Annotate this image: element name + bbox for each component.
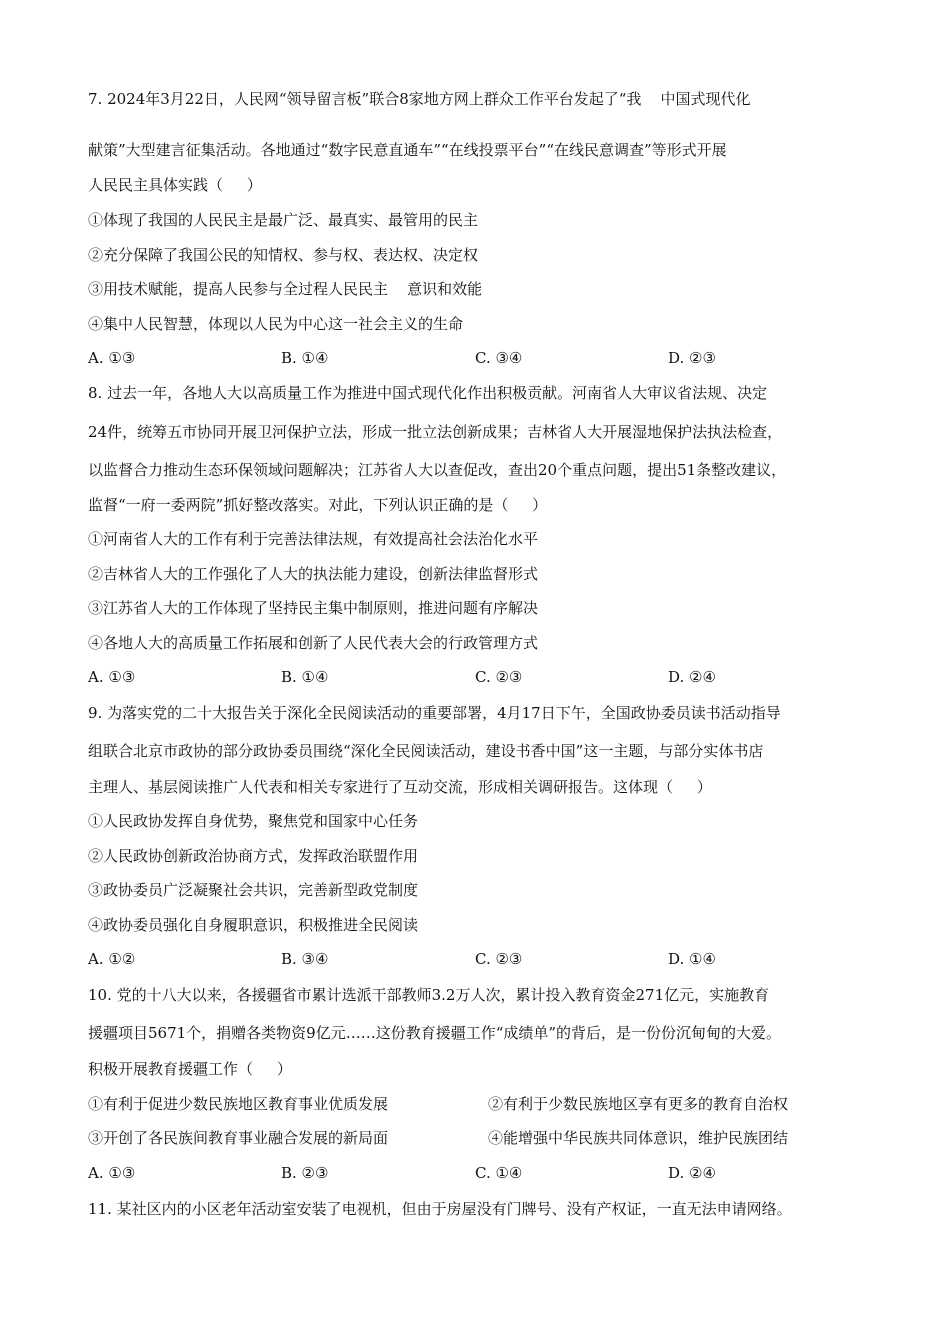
q9-option-a[interactable]: A. ①② bbox=[88, 950, 136, 968]
q9-item-4: ④政协委员强化自身履职意识，积极推进全民阅读 bbox=[88, 916, 419, 934]
q7-item-4: ④集中人民智慧，体现以人民为中心这一社会主义的生命 bbox=[88, 315, 464, 333]
q10-item-4: ④能增强中华民族共同体意识，维护民族团结 bbox=[488, 1129, 789, 1147]
q10-stem-line-1: 10. 党的十八大以来，各援疆省市累计选派干部教师3.2万人次，累计投入教育资金271亿元，实施教育 bbox=[88, 986, 770, 1004]
q7-stem-line-2: 献策”大型建言征集活动。各地通过“数字民意直通车”“在线投票平台”“在线民意调查”等形式开展 bbox=[88, 141, 727, 159]
q8-stem-line-4: 监督“一府一委两院”抓好整改落实。对此，下列认识正确的是（ ） bbox=[88, 496, 548, 514]
q8-option-a[interactable]: A. ①③ bbox=[88, 668, 136, 686]
q9-option-b[interactable]: B. ③④ bbox=[281, 950, 329, 968]
q9-stem-line-1: 9. 为落实党的二十大报告关于深化全民阅读活动的重要部署，4月17日下午，全国政协委员读书活动指导 bbox=[88, 704, 781, 722]
q8-option-d[interactable]: D. ②④ bbox=[668, 668, 716, 686]
q8-item-2: ②吉林省人大的工作强化了人大的执法能力建设，创新法律监督形式 bbox=[88, 565, 539, 583]
q9-item-2: ②人民政协创新政治协商方式，发挥政治联盟作用 bbox=[88, 847, 419, 865]
q10-item-3: ③开创了各民族间教育事业融合发展的新局面 bbox=[88, 1129, 389, 1147]
q8-option-c[interactable]: C. ②③ bbox=[475, 668, 523, 686]
q7-item-2: ②充分保障了我国公民的知情权、参与权、表达权、决定权 bbox=[88, 246, 479, 264]
q7-option-c[interactable]: C. ③④ bbox=[475, 349, 523, 367]
q8-stem-line-2: 24件，统筹五市协同开展卫河保护立法，形成一批立法创新成果；吉林省人大开展湿地保护法执法检查， bbox=[88, 423, 783, 441]
q9-option-c[interactable]: C. ②③ bbox=[475, 950, 523, 968]
q8-stem-line-1: 8. 过去一年，各地人大以高质量工作为推进中国式现代化作出积极贡献。河南省人大审议省法规、决定 bbox=[88, 384, 768, 402]
q10-option-d[interactable]: D. ②④ bbox=[668, 1164, 716, 1182]
q8-option-b[interactable]: B. ①④ bbox=[281, 668, 329, 686]
q9-option-d[interactable]: D. ①④ bbox=[668, 950, 716, 968]
q10-item-1: ①有利于促进少数民族地区教育事业优质发展 bbox=[88, 1095, 389, 1113]
q8-item-1: ①河南省人大的工作有利于完善法律法规，有效提高社会法治化水平 bbox=[88, 530, 539, 548]
q10-option-c[interactable]: C. ①④ bbox=[475, 1164, 523, 1182]
q7-option-b[interactable]: B. ①④ bbox=[281, 349, 329, 367]
q7-option-a[interactable]: A. ①③ bbox=[88, 349, 136, 367]
q10-stem-line-2: 援疆项目5671个，捐赠各类物资9亿元……这份教育援疆工作“成绩单”的背后，是一份份沉甸甸的大爱。 bbox=[88, 1024, 782, 1042]
q9-stem-line-2: 组联合北京市政协的部分政协委员围绕“深化全民阅读活动，建设书香中国”这一主题，与部分实体书店 bbox=[88, 742, 764, 760]
q7-option-d[interactable]: D. ②③ bbox=[668, 349, 716, 367]
q10-stem-line-3: 积极开展教育援疆工作（ ） bbox=[88, 1060, 292, 1078]
q9-item-3: ③政协委员广泛凝聚社会共识，完善新型政党制度 bbox=[88, 881, 419, 899]
q10-item-2: ②有利于少数民族地区享有更多的教育自治权 bbox=[488, 1095, 789, 1113]
q7-stem-line-3: 人民民主具体实践（ ） bbox=[88, 176, 262, 194]
q7-stem-line-1: 7. 2024年3月22日，人民网“领导留言板”联合8家地方网上群众工作平台发起了“我 中国式现代化 bbox=[88, 90, 751, 108]
q7-item-3: ③用技术赋能，提高人民参与全过程人民民主 意识和效能 bbox=[88, 280, 483, 298]
q8-stem-line-3: 以监督合力推动生态环保领域问题解决；江苏省人大以查促改，查出20个重点问题，提出51条整改建议， bbox=[88, 461, 787, 479]
q11-stem-line-1: 11. 某社区内的小区老年活动室安装了电视机，但由于房屋没有门牌号、没有产权证，一直无法申请网络。 bbox=[88, 1200, 792, 1218]
q7-item-1: ①体现了我国的人民民主是最广泛、最真实、最管用的民主 bbox=[88, 211, 479, 229]
q10-option-a[interactable]: A. ①③ bbox=[88, 1164, 136, 1182]
q8-item-4: ④各地人大的高质量工作拓展和创新了人民代表大会的行政管理方式 bbox=[88, 634, 539, 652]
q10-option-b[interactable]: B. ②③ bbox=[281, 1164, 329, 1182]
q8-item-3: ③江苏省人大的工作体现了坚持民主集中制原则，推进问题有序解决 bbox=[88, 599, 539, 617]
q9-stem-line-3: 主理人、基层阅读推广人代表和相关专家进行了互动交流，形成相关调研报告。这体现（ ） bbox=[88, 778, 712, 796]
q9-item-1: ①人民政协发挥自身优势，聚焦党和国家中心任务 bbox=[88, 812, 419, 830]
